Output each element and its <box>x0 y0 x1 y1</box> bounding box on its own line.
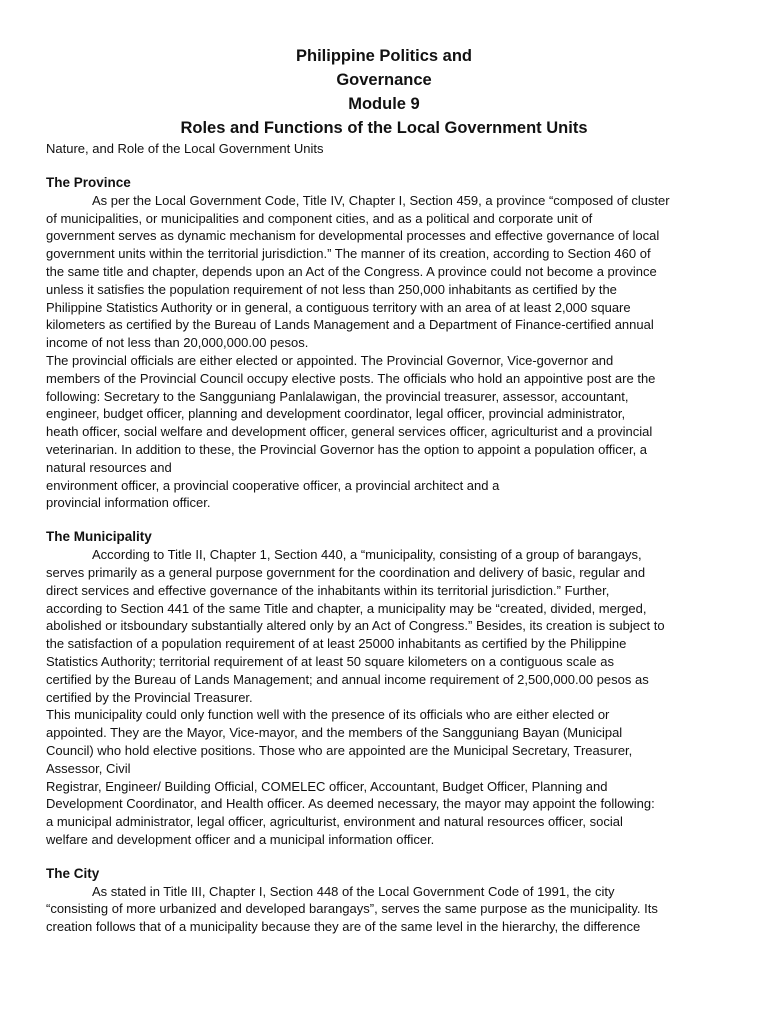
text-line: government serves as dynamic mechanism for developmental processes and effective governance of local <box>46 228 660 244</box>
text-line: As per the Local Government Code, Title IV, Chapter I, Section 459, a province “composed of cluster <box>92 192 670 208</box>
text-line: according to Section 441 of the same Title and chapter, a municipality may be “created, divided, merged, <box>46 600 647 616</box>
text-line: natural resources and <box>46 459 172 475</box>
paragraph <box>46 883 722 936</box>
paragraph <box>46 192 722 352</box>
text-line: of municipalities, or municipalities and component cities, and as a political and corporate unit of <box>46 210 593 226</box>
text-line: certified by the Provincial Treasurer. <box>46 689 253 705</box>
text-line: Development Coordinator, and Health officer. As deemed necessary, the mayor may appoint the following: <box>46 796 655 812</box>
text-line: a municipal administrator, legal officer, agriculturist, environment and natural resources officer, social <box>46 814 623 830</box>
text-line: Statistics Authority; territorial requirement of at least 50 square kilometers on a contiguous scale as <box>46 653 614 669</box>
text-line: members of the Provincial Council occupy elective posts. The officials who hold an appointive post are the <box>46 370 656 386</box>
text-line: the same title and chapter, depends upon an Act of the Congress. A province could not become a province <box>46 263 657 279</box>
section-city <box>46 865 722 936</box>
paragraph <box>46 352 722 512</box>
text-line: kilometers as certified by the Bureau of Lands Management and a Department of Finance-certified annual <box>46 317 654 333</box>
text-line: The provincial officials are either elected or appointed. The Provincial Governor, Vice-governor and <box>46 352 614 368</box>
text-line: environment officer, a provincial cooperative officer, a provincial architect and a <box>46 477 500 493</box>
text-line: Assessor, Civil <box>46 760 131 776</box>
document-title <box>46 44 722 140</box>
section-heading: The Municipality <box>46 529 152 545</box>
text-line: certified by the Bureau of Lands Management; and annual income requirement of 2,500,000.00 pesos as <box>46 671 649 687</box>
title-line-3: Module 9 <box>348 95 420 113</box>
paragraph <box>46 706 722 848</box>
text-line: engineer, budget officer, planning and development coordinator, legal officer, provincial administrator, <box>46 406 626 422</box>
section-province <box>46 174 722 512</box>
text-line: “consisting of more urbanized and developed barangays”, serves the same purpose as the municipality. Its <box>46 901 658 917</box>
text-line: According to Title II, Chapter 1, Section 440, a “municipality, consisting of a group of barangays, <box>92 547 642 563</box>
text-line: appointed. They are the Mayor, Vice-mayor, and the members of the Sangguniang Bayan (Municipal <box>46 725 623 741</box>
title-line-2: Governance <box>336 71 432 89</box>
document-subtitle: Nature, and Role of the Local Government Units <box>46 141 324 156</box>
section-heading: The Province <box>46 174 131 190</box>
text-line: heath officer, social welfare and development officer, general services officer, agriculturist and a provincial <box>46 424 653 440</box>
section-heading: The City <box>46 865 100 881</box>
text-line: abolished or itsboundary substantially altered only by an Act of Congress.” Besides, its creation is subject to <box>46 618 665 634</box>
text-line: welfare and development officer and a municipal information officer. <box>46 831 435 847</box>
text-line: direct services and effective governance of the inhabitants within its territorial jurisdiction.” Further, <box>46 582 610 598</box>
text-line: Philippine Statistics Authority or in general, a contiguous territory with an area of at least 2,000 square <box>46 299 631 315</box>
paragraph <box>46 546 722 706</box>
text-line: following: Secretary to the Sangguniang Panlalawigan, the provincial treasurer, assessor, accountant, <box>46 388 629 404</box>
text-line: Council) who hold elective positions. Those who are appointed are the Municipal Secretary, Treasurer, <box>46 742 633 758</box>
text-line: Registrar, Engineer/ Building Official, COMELEC officer, Accountant, Budget Officer, Planning and <box>46 778 608 794</box>
text-line: unless it satisfies the population requirement of not less than 250,000 inhabitants as certified by the <box>46 281 617 297</box>
text-line: provincial information officer. <box>46 495 211 511</box>
text-line: veterinarian. In addition to these, the Provincial Governor has the option to appoint a population officer, a <box>46 441 648 457</box>
text-line: creation follows that of a municipality because they are of the same level in the hierarchy, the difference <box>46 919 641 935</box>
document-page <box>46 44 722 936</box>
text-line: government units within the territorial jurisdiction.” The manner of its creation, according to Section 460 of <box>46 246 651 262</box>
text-line: income of not less than 20,000,000.00 pesos. <box>46 335 309 351</box>
text-line: the satisfaction of a population requirement of at least 25000 inhabitants as certified by the Philippine <box>46 636 627 652</box>
section-municipality <box>46 528 722 849</box>
title-line-1: Philippine Politics and <box>295 47 473 65</box>
text-line: As stated in Title III, Chapter I, Section 448 of the Local Government Code of 1991, the city <box>92 883 615 899</box>
text-line: This municipality could only function well with the presence of its officials who are either elected or <box>46 707 610 723</box>
title-line-4: Roles and Functions of the Local Government Units <box>180 119 588 137</box>
text-line: serves primarily as a general purpose government for the coordination and delivery of basic, regular and <box>46 564 646 580</box>
